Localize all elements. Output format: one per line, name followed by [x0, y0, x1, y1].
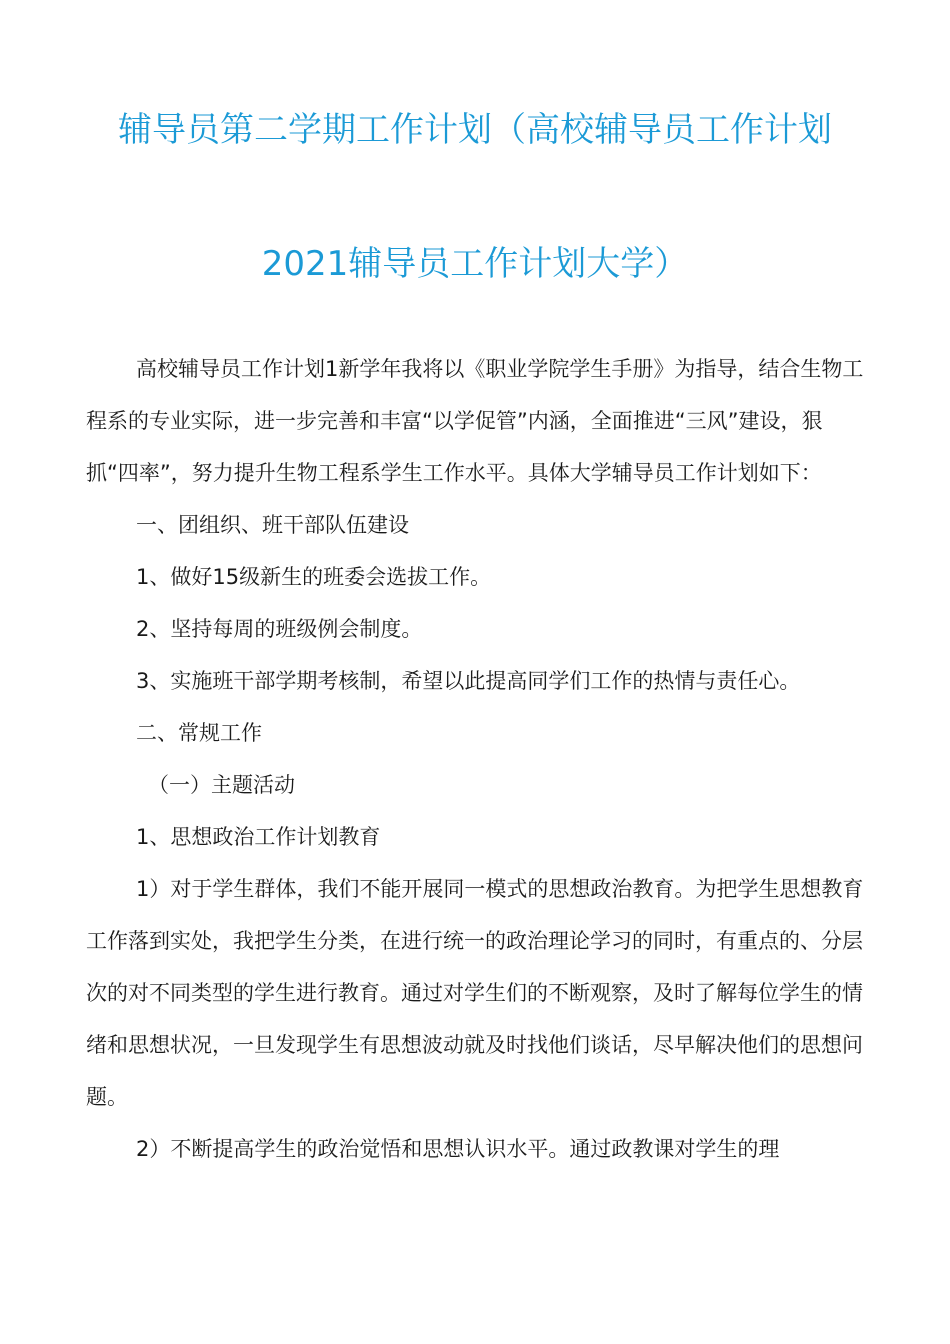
- paragraph-point-2: 2）不断提高学生的政治觉悟和思想认识水平。通过政教课对学生的理: [136, 1137, 780, 1161]
- heading-subsection-1: （一）主题活动: [148, 773, 295, 797]
- paragraph-intro: 高校辅导员工作计划1新学年我将以《职业学院学生手册》为指导，结合生物工程系的专业实际，进一步完善和丰富“以学促管”内涵，全面推进“三风”建设，狠抓“四率”，努力提升生物工程系学生工作水平。具体大学辅导员工作计划如下：: [86, 357, 864, 485]
- document-title-line-1: 辅导员第二学期工作计划（高校辅导员工作计划: [118, 110, 832, 150]
- paragraph-point-1: 1）对于学生群体，我们不能开展同一模式的思想政治教育。为把学生思想教育工作落到实处，我把学生分类，在进行统一的政治理论学习的同时，有重点的、分层次的对不同类型的学生进行教育。通过对学生们的不断观察，及时了解每位学生的情绪和思想状况，一旦发现学生有思想波动就及时找他们谈话，尽早解决他们的思想问题。: [86, 877, 864, 1109]
- heading-section-1: 一、团组织、班干部队伍建设: [136, 513, 409, 537]
- list-item-2: 2、坚持每周的班级例会制度。: [136, 617, 423, 641]
- document-title-line-2: 2021辅导员工作计划大学）: [261, 244, 689, 284]
- document-body: [86, 343, 866, 1175]
- list-item-3: 3、实施班干部学期考核制，希望以此提高同学们工作的热情与责任心。: [136, 669, 801, 693]
- list-item-thought-education: 1、思想政治工作计划教育: [136, 825, 381, 849]
- list-item-1: 1、做好15级新生的班委会选拔工作。: [136, 565, 492, 589]
- heading-section-2: 二、常规工作: [136, 721, 262, 745]
